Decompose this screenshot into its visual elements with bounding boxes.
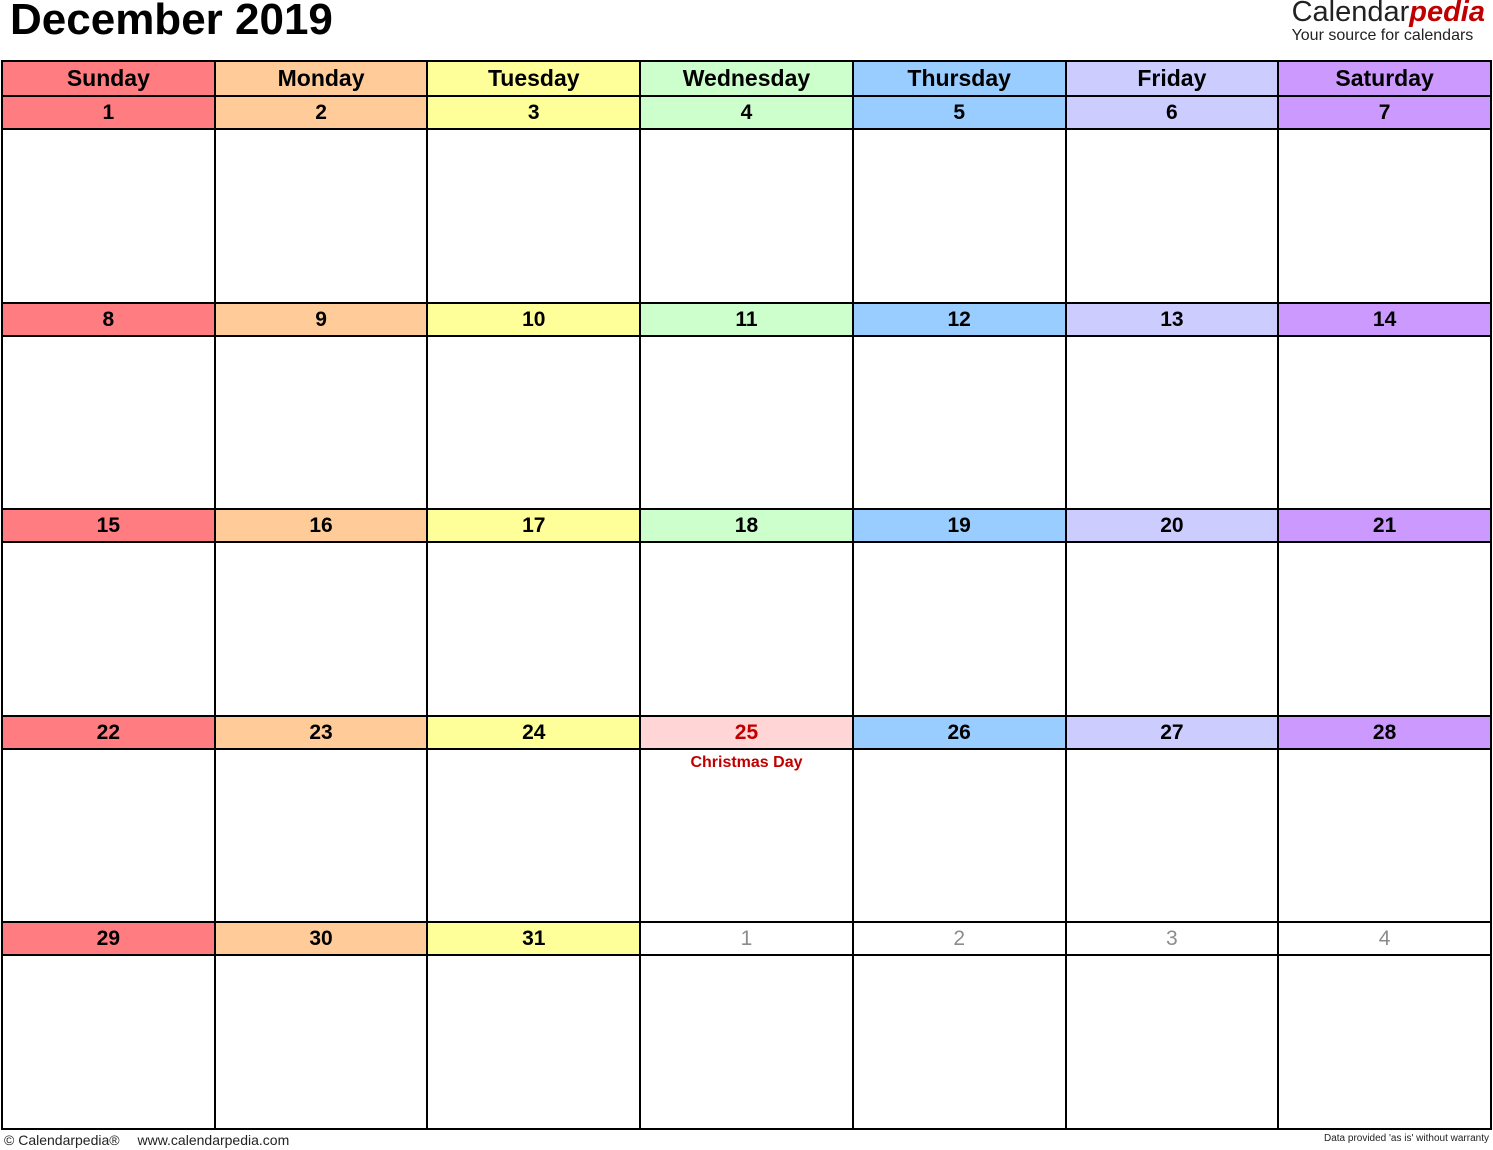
day-number: 18: [640, 509, 853, 542]
day-cell[interactable]: [1066, 129, 1279, 303]
week-2-body-row: [2, 336, 1491, 510]
day-number: 30: [215, 922, 428, 955]
day-cell[interactable]: [2, 129, 215, 303]
day-number: 7: [1278, 96, 1491, 129]
day-cell[interactable]: [1066, 336, 1279, 510]
day-cell[interactable]: [640, 955, 853, 1129]
day-number: 20: [1066, 509, 1279, 542]
day-cell[interactable]: [427, 749, 640, 923]
day-number: 28: [1278, 716, 1491, 749]
day-cell[interactable]: [1066, 542, 1279, 716]
day-number: 13: [1066, 303, 1279, 336]
day-number: 12: [853, 303, 1066, 336]
day-number: 23: [215, 716, 428, 749]
day-number: 31: [427, 922, 640, 955]
day-cell[interactable]: [215, 955, 428, 1129]
day-number: 4: [640, 96, 853, 129]
day-cell[interactable]: [427, 336, 640, 510]
day-number-other-month: 2: [853, 922, 1066, 955]
day-cell[interactable]: [2, 336, 215, 510]
day-cell[interactable]: [640, 749, 853, 923]
day-number: 6: [1066, 96, 1279, 129]
week-5-body-row: [2, 955, 1491, 1129]
day-cell[interactable]: [427, 129, 640, 303]
day-cell[interactable]: [215, 542, 428, 716]
day-number: 24: [427, 716, 640, 749]
footer-copyright: © Calendarpedia®: [4, 1132, 120, 1148]
day-cell[interactable]: [215, 129, 428, 303]
weekday-header-thursday: Thursday: [853, 61, 1066, 96]
week-5-date-row: [2, 922, 1491, 955]
day-cell[interactable]: [640, 336, 853, 510]
week-3-date-row: [2, 509, 1491, 542]
day-cell[interactable]: [1278, 129, 1491, 303]
day-number: 27: [1066, 716, 1279, 749]
day-cell[interactable]: [853, 749, 1066, 923]
weekday-header-saturday: Saturday: [1278, 61, 1491, 96]
day-cell[interactable]: [1278, 542, 1491, 716]
month-grid: [1, 60, 1492, 1130]
day-cell[interactable]: [1278, 749, 1491, 923]
weekday-header-monday: Monday: [215, 61, 428, 96]
day-number: 21: [1278, 509, 1491, 542]
day-number: 25: [640, 716, 853, 749]
day-cell[interactable]: [853, 955, 1066, 1129]
day-number: 5: [853, 96, 1066, 129]
day-cell[interactable]: [427, 542, 640, 716]
weekday-header-row: [2, 61, 1491, 96]
day-number: 3: [427, 96, 640, 129]
day-cell[interactable]: [2, 955, 215, 1129]
day-cell[interactable]: [640, 542, 853, 716]
week-4-date-row: [2, 716, 1491, 749]
footer-disclaimer: Data provided 'as is' without warranty: [1323, 1133, 1489, 1144]
page-title: December 2019: [10, 0, 333, 44]
day-cell[interactable]: [640, 129, 853, 303]
weekday-header-sunday: Sunday: [2, 61, 215, 96]
weekday-header-friday: Friday: [1066, 61, 1279, 96]
week-1-body-row: [2, 129, 1491, 303]
day-number: 8: [2, 303, 215, 336]
week-3-body-row: [2, 542, 1491, 716]
day-number: 2: [215, 96, 428, 129]
day-number: 1: [2, 96, 215, 129]
day-number: 10: [427, 303, 640, 336]
day-number-other-month: 3: [1066, 922, 1279, 955]
day-cell[interactable]: [215, 336, 428, 510]
day-number: 17: [427, 509, 640, 542]
brand-name-part2: pedia: [1409, 0, 1485, 28]
day-number: 26: [853, 716, 1066, 749]
brand-logo: [1292, 0, 1485, 44]
day-number-other-month: 1: [640, 922, 853, 955]
day-cell[interactable]: [853, 336, 1066, 510]
day-cell[interactable]: [1278, 955, 1491, 1129]
day-cell[interactable]: [1066, 955, 1279, 1129]
week-4-body-row: [2, 749, 1491, 923]
day-cell[interactable]: [853, 129, 1066, 303]
brand-tagline: Your source for calendars: [1291, 27, 1474, 44]
day-number: 22: [2, 716, 215, 749]
day-cell[interactable]: [1066, 749, 1279, 923]
day-cell[interactable]: [2, 749, 215, 923]
day-number-other-month: 4: [1278, 922, 1491, 955]
brand-name: [1292, 0, 1485, 28]
day-cell[interactable]: [1278, 336, 1491, 510]
day-number: 15: [2, 509, 215, 542]
day-number: 19: [853, 509, 1066, 542]
weekday-header-tuesday: Tuesday: [427, 61, 640, 96]
day-cell[interactable]: [853, 542, 1066, 716]
week-1-date-row: [2, 96, 1491, 129]
day-number: 11: [640, 303, 853, 336]
day-number: 14: [1278, 303, 1491, 336]
day-number: 16: [215, 509, 428, 542]
holiday-label: Christmas Day: [690, 753, 803, 771]
day-number: 9: [215, 303, 428, 336]
day-cell[interactable]: [2, 542, 215, 716]
brand-name-part1: Calendar: [1291, 0, 1410, 28]
footer-left: [4, 1132, 289, 1148]
weekday-header-wednesday: Wednesday: [640, 61, 853, 96]
footer-website: www.calendarpedia.com: [137, 1132, 290, 1148]
day-number: 29: [2, 922, 215, 955]
week-2-date-row: [2, 303, 1491, 336]
day-cell[interactable]: [215, 749, 428, 923]
day-cell[interactable]: [427, 955, 640, 1129]
